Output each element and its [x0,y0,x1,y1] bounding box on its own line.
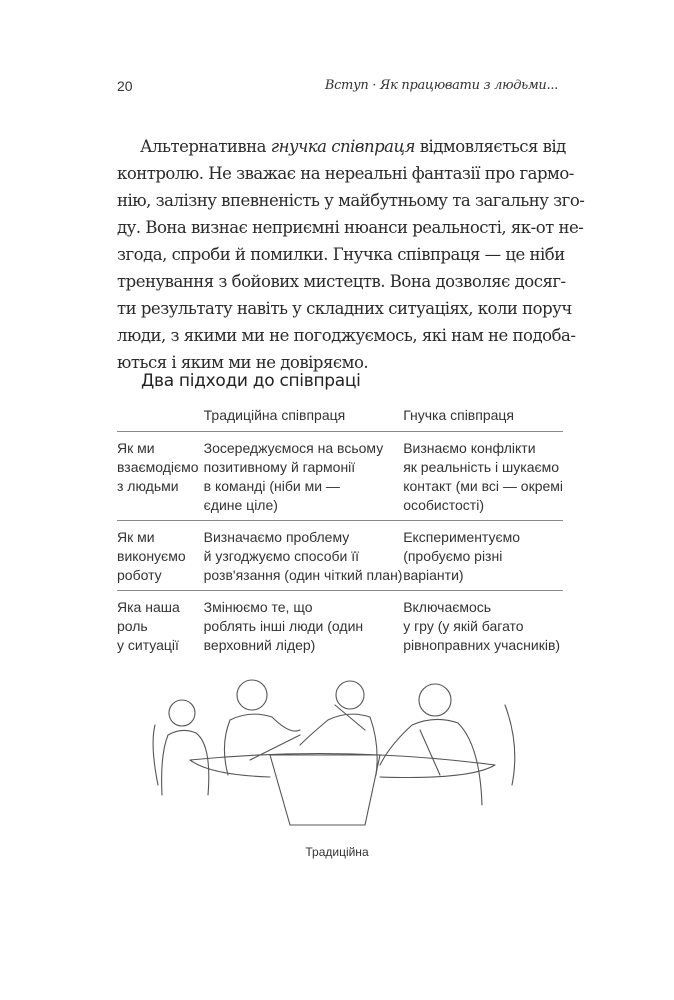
cell-line: особистості) [403,497,484,513]
cell-line: в команді (ніби ми — [203,478,340,494]
person-center-left [224,680,300,775]
illustration-caption: Традиційна [305,845,369,859]
cell-line: позитивному й гармонії [203,459,356,475]
cell-line: єдине ціле) [203,497,278,513]
column-header: Традиційна співпраця [204,406,404,432]
meeting-sketch-illustration [150,665,530,840]
table-row [117,432,563,521]
cell-line: (пробуємо різні [403,548,503,564]
table-cell [204,432,404,521]
table-title: Два підходи до співпраці [141,371,361,391]
cell-line: Експериментуємо [403,529,521,545]
comparison-table [117,406,563,660]
person-left [162,700,209,795]
cell-line: роботу [117,567,162,583]
body-paragraph [117,133,585,376]
page-number: 20 [117,78,133,94]
cell-line: у ситуації [117,637,179,653]
cell-line: розв'язання (один чіткий план) [203,567,403,583]
table-row [117,591,563,661]
cell-line: Змінюємо те, що [203,599,313,615]
cell-line: верховний лідер) [203,637,316,653]
paragraph-line: контролю. Не зважає на нереальні фантазії про гармо- [117,164,574,183]
cell-line: з людьми [117,478,179,494]
row-label-cell [117,521,204,591]
paragraph-line: люди, з якими ми не погоджуємось, які нам не подоба- [117,326,576,345]
table [153,705,515,825]
paragraph-line: ються і яким ми не довіряємо. [117,353,369,372]
paragraph-line: нію, залізну впевненість у майбутньому та загальну зго- [117,191,585,210]
person-center-right [300,681,377,775]
cell-line: й узгоджуємо способи її [203,548,360,564]
table-cell [403,591,563,661]
paragraph-line: ти результату навіть у складних ситуаціях, коли поруч [117,299,572,318]
table-cell [403,432,563,521]
running-title: Вступ · Як працювати з людьми... [324,78,558,93]
paragraph-line: Альтернативна гнучка співпраця відмовляється від [140,137,566,156]
row-label-cell [117,591,204,661]
cell-line: Включаємось [403,599,492,615]
table-header-row [117,406,563,432]
paragraph-line: ду. Вона визнає неприємні нюанси реальності, як-от не- [117,218,584,237]
cell-line: контакт (ми всі — окремі [403,478,563,494]
paragraph-line: згода, спроби й помилки. Гнучка співпраця — це ніби [117,245,565,264]
cell-line: Яка наша [117,599,180,615]
cell-line: Як ми [117,529,155,545]
row-label-cell [117,432,204,521]
cell-line: рівноправних учасників) [403,637,561,653]
cell-line: у гру (у якій багато [403,618,524,634]
cell-line: як реальність і шукаємо [403,459,560,475]
column-header [117,406,204,432]
cell-line: роль [117,618,148,634]
table-cell [204,591,404,661]
cell-line: виконуємо [117,548,186,564]
cell-line: роблять інші люди (один [203,618,364,634]
cell-line: Визнаємо конфлікти [403,440,536,456]
cell-line: Визначаємо проблему [203,529,350,545]
paragraph-line: тренування з бойових мистецтв. Вона дозволяє досяг- [117,272,566,291]
cell-line: варіанти) [403,567,464,583]
column-header: Гнучка співпраця [403,406,563,432]
cell-line: Як ми [117,440,155,456]
table-row [117,521,563,591]
person-right [380,684,482,805]
table-cell [403,521,563,591]
cell-line: взаємодіємо [117,459,199,475]
cell-line: Зосереджуємося на всьому [203,440,384,456]
table-cell [204,521,404,591]
